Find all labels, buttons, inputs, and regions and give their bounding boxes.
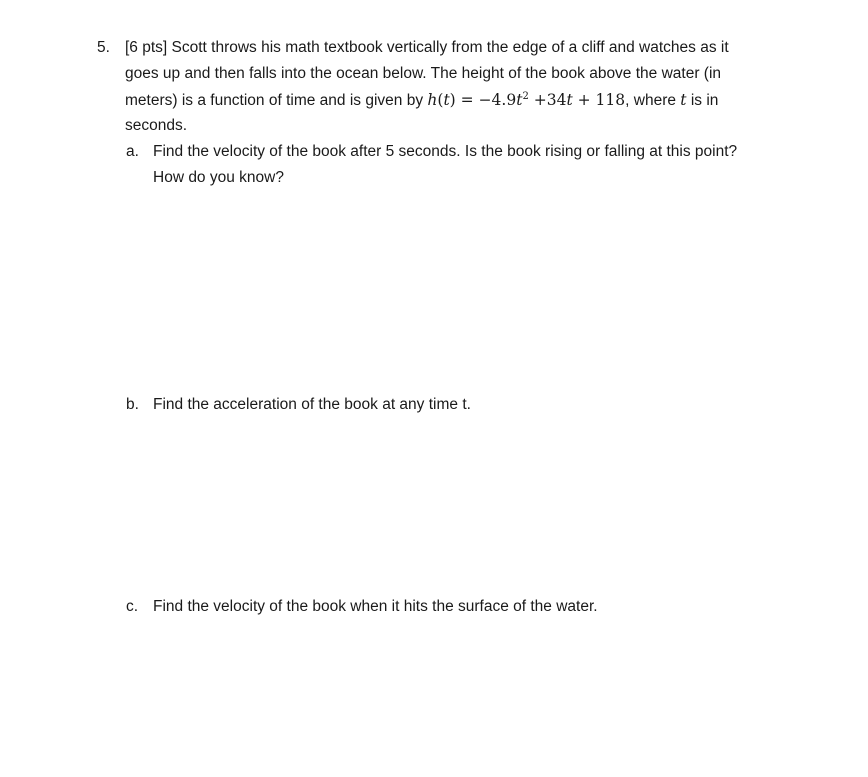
eq-const: + 118 (577, 91, 626, 109)
problem-points: [6 pts] (125, 39, 168, 56)
problem-stem-line-4: seconds. (125, 117, 188, 134)
part-b-letter: b. (126, 396, 139, 413)
stem-text-3-post-a: , where (625, 92, 681, 109)
eq-coef1: −4.9 (478, 91, 517, 109)
problem-stem-line-2: goes up and then falls into the ocean below. The height of the book above the water (in (125, 65, 722, 82)
eq-var1: t (516, 91, 523, 109)
eq-var: t (443, 91, 450, 109)
eq-func: h (427, 91, 438, 109)
stem-text-3-post-b: is in (686, 92, 719, 109)
part-c-text: Find the velocity of the book when it hits the surface of the water. (153, 598, 598, 615)
part-c-letter: c. (126, 598, 139, 615)
part-a-text-line-1: Find the velocity of the book after 5 seconds. Is the book rising or falling at this point? (153, 143, 738, 160)
problem-stem-line-1 (125, 38, 729, 58)
stem-var-t: t (680, 91, 687, 109)
stem-text-1: Scott throws his math textbook vertically from the edge of a cliff and watches as it (171, 39, 729, 56)
problem-number: 5. (97, 39, 110, 56)
eq-term2-coef: +34 (533, 91, 567, 109)
eq-var2: t (566, 91, 573, 109)
eq-exp1: 2 (522, 91, 529, 102)
problem-stem-line-3 (125, 90, 718, 111)
part-b-text: Find the acceleration of the book at any time t. (153, 396, 471, 413)
part-a-letter: a. (126, 143, 139, 160)
part-a-text-line-2: How do you know? (153, 169, 284, 186)
stem-text-3-pre: meters) is a function of time and is given by (125, 92, 428, 109)
height-equation: $h(t) = -4.9t^2 +34t + 118$ (427, 91, 626, 109)
